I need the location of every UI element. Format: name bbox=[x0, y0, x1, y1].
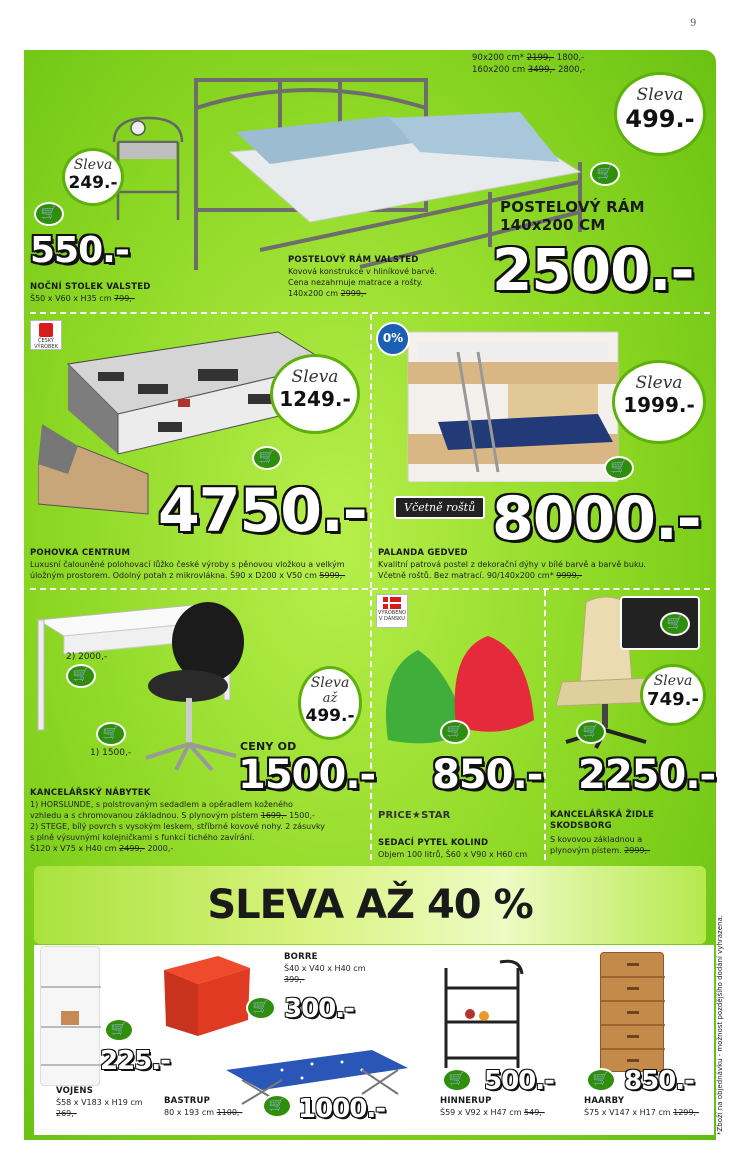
borre-cart-icon[interactable]: 🛒 bbox=[246, 996, 276, 1020]
bunk-desc: Kvalitní patrová postel z dekorační dýhy v bílé barvě a barvě buku. Včetně roštů. Bez matrací. 90/140x200 cm* 9999,- bbox=[378, 560, 646, 580]
bastrup-price: 1000.- bbox=[298, 1094, 386, 1124]
haarby-price: 850.- bbox=[624, 1066, 694, 1096]
beanbag-price: 850.- bbox=[432, 752, 543, 798]
chair-title-2: SKODSBORG bbox=[550, 821, 612, 831]
haarby-chest-image bbox=[600, 952, 664, 1072]
zero-percent-badge: 0% bbox=[376, 322, 410, 356]
nightstand-title: NOČNÍ STOLEK VALSTED bbox=[30, 282, 151, 292]
price-star-logo: PRICE★STAR bbox=[378, 810, 451, 821]
office-title: KANCELÁŘSKÝ NÁBYTEK bbox=[30, 788, 151, 798]
beanbag-desc: Objem 100 litrů, Š60 x V90 x H60 cm bbox=[378, 850, 528, 859]
nightstand-price: 550.- bbox=[30, 230, 129, 271]
bed-headline-1: POSTELOVÝ RÁM bbox=[500, 198, 645, 216]
sofa-desc: Luxusní čalouněné polohovací lůžko české výroby s pěnovou vložkou a velkým úložným prostorem. Odolný potah z mikrovlákna. Š90 x D200 x V50 cm 5999,- bbox=[30, 560, 346, 580]
chair-discount-bubble: Sleva 749.- bbox=[640, 664, 706, 726]
office-chair-black-image bbox=[136, 598, 246, 778]
sofa-cart-icon[interactable]: 🛒 bbox=[252, 446, 282, 470]
bunk-price: 8000.- bbox=[492, 484, 701, 554]
made-in-denmark-flag: VÝROBENO V DÁNSKU bbox=[376, 594, 408, 628]
office-option-1-price: 1) 1500,- bbox=[90, 748, 132, 758]
hinnerup-title: HINNERUP bbox=[440, 1096, 492, 1106]
borre-title: BORRE bbox=[284, 952, 318, 962]
bed-variant-2: 160x200 cm 3499,- 2800,- bbox=[472, 65, 586, 75]
including-slats-tag: Včetně roštů bbox=[394, 496, 485, 519]
nightstand-cart-icon[interactable]: 🛒 bbox=[34, 202, 64, 226]
chair-base-cart-icon[interactable]: 🛒 bbox=[660, 612, 690, 636]
order-footnote: *Zboží na objednávku - možnost pozdějšího dodání vyhrazena. bbox=[716, 915, 724, 1135]
bunk-title: PALANDA GEDVED bbox=[378, 548, 468, 558]
vojens-desc: Š58 x V183 x H19 cm 269,- bbox=[56, 1098, 143, 1118]
haarby-title: HAARBY bbox=[584, 1096, 625, 1106]
office-from-label: CENY OD bbox=[240, 740, 297, 753]
borre-desc: Š40 x V40 x H40 cm 399,- bbox=[284, 964, 366, 984]
page-number: 9 bbox=[690, 18, 697, 29]
haarby-cart-icon[interactable]: 🛒 bbox=[586, 1068, 616, 1092]
office-desc: 1) HORSLUNDE, s polstrovaným sedadlem a opěradlem koženého vzhledu a s chromovanou základnou. S plynovým pístem 1699,- 1500,- 2) STEGE, bílý povrch s vysokým leskem, stříbrné kovové nohy. 2 zásuvky s plně výsuvnými kolejničkami s funkcí tichého zavírání. Š120 x V75 x H40 cm 2499,- 2000,- bbox=[30, 800, 326, 853]
vojens-cart-icon[interactable]: 🛒 bbox=[104, 1018, 134, 1042]
divider-v2 bbox=[370, 590, 372, 860]
borre-pouf-image bbox=[158, 950, 254, 1040]
bed-title: POSTELOVÝ RÁM VALSTED bbox=[288, 255, 419, 265]
bed-variant-1: 90x200 cm* 2199,- 1800,- bbox=[472, 53, 585, 63]
czech-product-badge: ČESKÝ VÝROBEK bbox=[30, 320, 62, 350]
sofa-discount-bubble: Sleva 1249.- bbox=[270, 354, 360, 434]
office-option-1-cart-icon[interactable]: 🛒 bbox=[96, 722, 126, 746]
bunk-discount-bubble: Sleva 1999.- bbox=[612, 360, 706, 444]
bastrup-cart-icon[interactable]: 🛒 bbox=[262, 1094, 292, 1118]
haarby-desc: Š75 x V147 x H17 cm 1299,- bbox=[584, 1108, 699, 1117]
nightstand-discount-bubble: Sleva 249.- bbox=[62, 148, 124, 206]
bunk-bed-image bbox=[398, 322, 628, 482]
bed-discount-bubble: Sleva 499.- bbox=[614, 72, 706, 156]
sofa-price: 4750.- bbox=[158, 476, 367, 546]
office-option-2-cart-icon[interactable]: 🛒 bbox=[66, 664, 96, 688]
vojens-title: VOJENS bbox=[56, 1086, 94, 1096]
sofa-title: POHOVKA CENTRUM bbox=[30, 548, 131, 558]
bunk-cart-icon[interactable]: 🛒 bbox=[604, 456, 634, 480]
vojens-shelf-image bbox=[40, 946, 100, 1086]
office-option-2-price: 2) 2000,- bbox=[66, 652, 108, 662]
vojens-price: 225.- bbox=[100, 1046, 170, 1076]
sale-banner-text: SLEVA AŽ 40 % bbox=[207, 882, 533, 928]
chair-cart-icon[interactable]: 🛒 bbox=[576, 720, 606, 744]
bastrup-desc: 80 x 193 cm 1100,- bbox=[164, 1108, 243, 1117]
hinnerup-price: 500.- bbox=[484, 1066, 554, 1096]
bed-desc: Kovová konstrukce v hliníkové barvě. Cena nezahrnuje matrace a rošty. 140x200 cm 2999,- bbox=[288, 267, 438, 298]
hinnerup-cart-image bbox=[440, 958, 526, 1074]
bed-cart-icon[interactable]: 🛒 bbox=[590, 162, 620, 186]
bed-headline-2: 140x200 CM bbox=[500, 216, 606, 234]
divider-v3 bbox=[544, 590, 546, 860]
hinnerup-cart-icon[interactable]: 🛒 bbox=[442, 1068, 472, 1092]
bastrup-title: BASTRUP bbox=[164, 1096, 211, 1106]
borre-price: 300.- bbox=[284, 994, 354, 1024]
office-discount-bubble: Sleva až 499.- bbox=[298, 666, 362, 740]
chair-title-1: KANCELÁŘSKÁ ŽIDLE bbox=[550, 810, 655, 820]
chair-price: 2250.- bbox=[578, 752, 716, 798]
hinnerup-desc: Š59 x V92 x H47 cm 549,- bbox=[440, 1108, 545, 1117]
divider-v1 bbox=[370, 314, 372, 588]
beanbag-title: SEDACÍ PYTEL KOLIND bbox=[378, 838, 489, 848]
sale-banner bbox=[34, 866, 706, 944]
nightstand-desc: Š50 x V60 x H35 cm 799,- bbox=[30, 294, 135, 303]
bed-price: 2500.- bbox=[492, 236, 694, 304]
chair-desc: S kovovou základnou a plynovým pístem. 2999,- bbox=[550, 835, 651, 855]
office-price: 1500.- bbox=[238, 752, 376, 798]
beanbag-cart-icon[interactable]: 🛒 bbox=[440, 720, 470, 744]
